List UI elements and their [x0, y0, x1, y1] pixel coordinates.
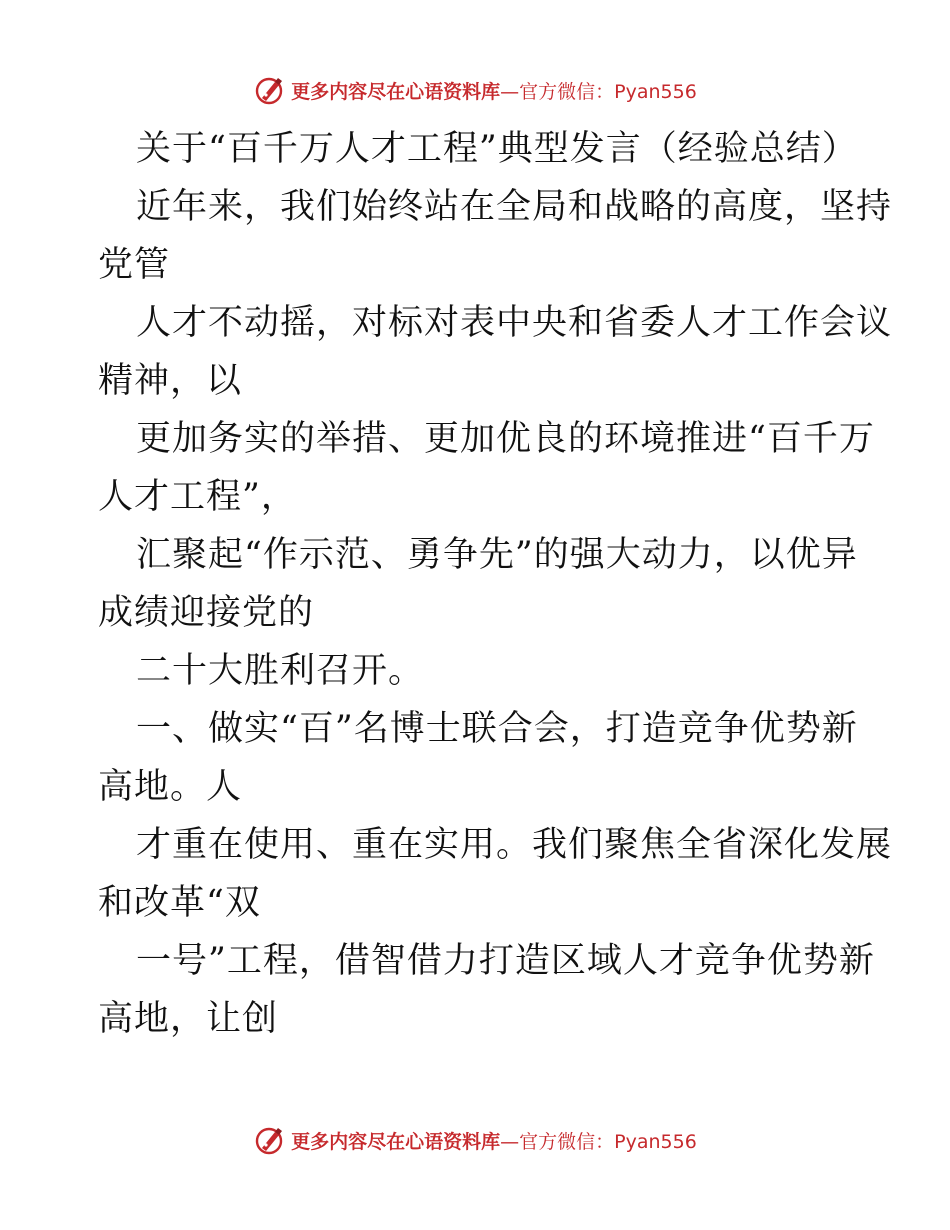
footer-brand-text: 更多内容尽在心语资料库: [291, 1130, 501, 1153]
pen-logo-icon: [253, 1124, 285, 1156]
text-line: 和改革“双: [98, 883, 261, 923]
document-title: 关于“百千万人才工程”典型发言（经验总结）: [136, 129, 858, 169]
footer-banner: [0, 1120, 950, 1160]
text-line: 一号”工程，借智借力打造区域人才竞争优势新: [136, 941, 875, 981]
text-line: 更加务实的举措、更加优良的环境推进“百千万: [136, 419, 875, 459]
footer-banner-text: [291, 1127, 697, 1154]
text-line: 高地。人: [98, 767, 243, 807]
footer-separator: —: [500, 1130, 520, 1153]
header-wechat-text: 官方微信：Pyan556: [519, 80, 697, 103]
text-line: 成绩迎接党的: [98, 593, 315, 633]
text-line: 二十大胜利召开。: [136, 651, 425, 691]
text-line: 才重在使用、重在实用。我们聚焦全省深化发展: [136, 825, 893, 865]
text-line: 近年来，我们始终站在全局和战略的高度，坚持: [136, 187, 893, 227]
header-separator: —: [500, 80, 520, 103]
header-brand-text: 更多内容尽在心语资料库: [291, 80, 501, 103]
pen-logo-icon: [253, 74, 285, 106]
text-line: 人才工程”，: [98, 477, 297, 517]
header-banner: [0, 70, 950, 110]
text-line: 党管: [98, 245, 171, 285]
document-body: [98, 120, 893, 1048]
header-banner-text: [291, 77, 697, 104]
text-line: 人才不动摇，对标对表中央和省委人才工作会议: [136, 303, 893, 343]
text-line: 高地，让创: [98, 999, 279, 1039]
text-line: 精神，以: [98, 361, 243, 401]
section-heading-line: 一、做实“百”名博士联合会，打造竞争优势新: [136, 709, 858, 749]
footer-wechat-text: 官方微信：Pyan556: [519, 1130, 697, 1153]
text-line: 汇聚起“作示范、勇争先”的强大动力，以优异: [136, 535, 858, 575]
